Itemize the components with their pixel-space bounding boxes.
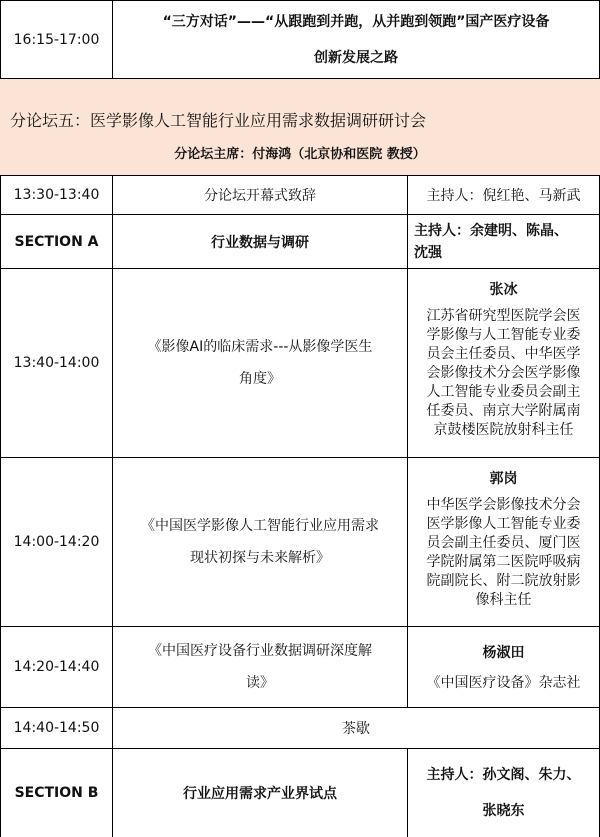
table-border-top [0, 0, 600, 1]
section-label: SECTION A [14, 233, 99, 250]
host-line: 主持人：余建明、陈晶、 [414, 222, 568, 239]
col-divider [407, 749, 408, 837]
table-row [0, 458, 600, 626]
bio-line: 会影像技术分会医学影像 [426, 365, 581, 381]
table-row [0, 215, 600, 268]
topic-line: 《中国医疗设备行业数据调研深度解 [148, 643, 372, 659]
table-row [0, 627, 600, 707]
host-line: 沈强 [414, 244, 442, 261]
speaker-name: 杨淑田 [482, 644, 525, 661]
table-row [0, 708, 600, 748]
bio-line: 医学影像人工智能专业委 [426, 516, 581, 532]
speaker-name: 郭岗 [489, 471, 518, 487]
speaker-cell [408, 627, 599, 707]
topic-line: 《影像AI的临床需求---从影像学医生 [147, 339, 373, 355]
topic-cell [113, 627, 407, 707]
host-line: 张晓东 [482, 803, 525, 819]
speaker [427, 279, 581, 440]
col-divider [407, 176, 408, 708]
speaker-cell [408, 269, 599, 457]
section-title: 行业应用需求产业界试点 [183, 786, 337, 802]
topic-line: 现状初探与未来解析》 [190, 550, 330, 566]
topic-cell [113, 458, 407, 626]
bio-line: 京鼓楼医院放射科主任 [433, 422, 574, 438]
time-cell: 16:15-17:00 [13, 31, 100, 48]
topic-line: 角度》 [239, 371, 281, 387]
topic-line: 读》 [246, 675, 274, 691]
col-divider [112, 0, 113, 79]
time-cell: 14:20-14:40 [13, 659, 100, 675]
table-row [0, 0, 600, 79]
table-row [0, 269, 600, 457]
topic-line: “三方对话”——“从跟跑到并跑，从并跑到领跑”国产医疗设备 [162, 13, 550, 30]
bio-line: 任委员、南京大学附属南 [426, 403, 581, 419]
topic-cell: 分论坛开幕式致辞 [204, 188, 316, 204]
table-row [0, 176, 600, 214]
table-row [0, 749, 600, 837]
host-line: 主持人：孙文阁、朱力、 [426, 767, 581, 783]
speaker-bio [427, 496, 581, 610]
topic-line: 创新发展之路 [314, 49, 398, 66]
time-cell: 13:40-14:00 [13, 355, 100, 371]
time-cell: 14:40-14:50 [13, 720, 100, 736]
host-cell: 主持人：倪红艳、马新武 [426, 188, 581, 204]
topic-cell [113, 269, 407, 457]
bio-line: 院副院长、附二院放射影 [426, 573, 581, 589]
speaker-name: 张冰 [489, 282, 518, 298]
bio-line: 中华医学会影像技术分会 [426, 497, 581, 513]
host-cell [408, 749, 599, 837]
time-cell: 13:30-13:40 [13, 187, 100, 203]
forum-title: 分论坛五：医学影像人工智能行业应用需求数据调研研讨会 [10, 111, 427, 130]
section-title: 行业数据与调研 [211, 234, 309, 251]
time-cell: 14:00-14:20 [13, 534, 100, 550]
speaker-bio: 《中国医疗设备》杂志社 [426, 674, 581, 691]
forum-chair: 分论坛主席：付海鸿（北京协和医院 教授） [174, 147, 426, 162]
bio-line: 员会主任委员、中华医学 [426, 346, 581, 362]
bio-line: 人工智能专业委员会副主 [426, 384, 581, 400]
topic-line: 《中国医学影像人工智能行业应用需求 [141, 518, 379, 534]
section-label: SECTION B [14, 785, 99, 801]
bio-line: 像科主任 [475, 592, 532, 608]
bio-line: 学影像与人工智能专业委 [426, 327, 581, 343]
col-divider [112, 176, 113, 837]
bio-line: 江苏省研究型医院学会医 [426, 308, 581, 324]
speaker-bio [427, 307, 581, 440]
bio-line: 员会副主任委员、厦门医 [426, 535, 581, 551]
host-cell [408, 215, 599, 268]
break-cell: 茶歇 [342, 721, 370, 737]
topic-cell [113, 0, 599, 79]
bio-line: 学院附属第二医院呼吸病 [426, 554, 581, 570]
speaker-cell [408, 458, 599, 626]
speaker [427, 468, 581, 610]
